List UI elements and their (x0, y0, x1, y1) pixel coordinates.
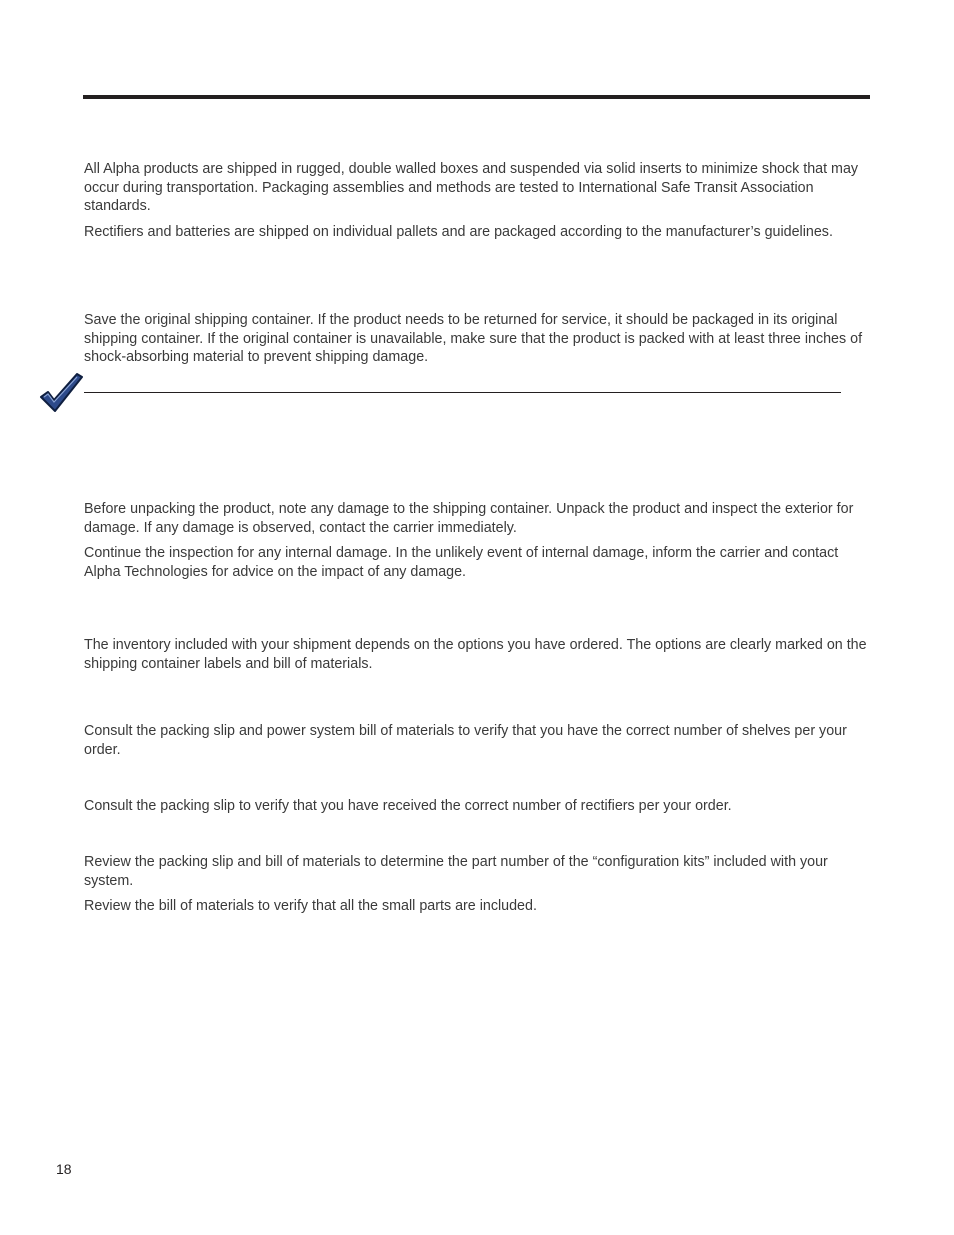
paragraph-unpacking: Before unpacking the product, note any damage to the shipping container. Unpack the product and inspect the exterior for damage. If any damage is observed, contact the carrier immediately. (84, 501, 854, 536)
paragraph-internal-damage: Continue the inspection for any internal damage. In the unlikely event of internal damage, inform the carrier and contact Alpha Technologies for advice on the impact of any damage. (84, 545, 839, 580)
paragraph-packaging: All Alpha products are shipped in rugged, double walled boxes and suspended via solid inserts to minimize shock that may occur during transportation. Packaging assemblies and methods are tested to International Safe Transit Association standards. (84, 161, 859, 214)
paragraph-rectifiers-batteries: Rectifiers and batteries are shipped on individual pallets and are packaged according to the manufacturer’s guidelines. (84, 224, 833, 240)
paragraph-shelves: Consult the packing slip and power system bill of materials to verify that you have the correct number of shelves per your order. (84, 723, 847, 758)
top-rule (83, 95, 870, 99)
page-number: 18 (56, 1161, 72, 1177)
paragraph-save-container: Save the original shipping container. If the product needs to be returned for service, it should be packaged in its original shipping container. If the original container is unavailable, make sure that the product is packed with at least three inches of shock-absorbing material to prevent shipping damage. (84, 312, 863, 365)
paragraph-inventory: The inventory included with your shipment depends on the options you have ordered. The options are clearly marked on the shipping container labels and bill of materials. (84, 637, 867, 672)
note-rule (84, 392, 841, 393)
paragraph-configuration-kits: Review the packing slip and bill of materials to determine the part number of the “configuration kits” included with your system. (84, 854, 828, 889)
paragraph-small-parts: Review the bill of materials to verify that all the small parts are included. (84, 898, 537, 914)
checkmark-icon (38, 371, 84, 413)
paragraph-rectifiers: Consult the packing slip to verify that you have received the correct number of rectifiers per your order. (84, 798, 732, 814)
